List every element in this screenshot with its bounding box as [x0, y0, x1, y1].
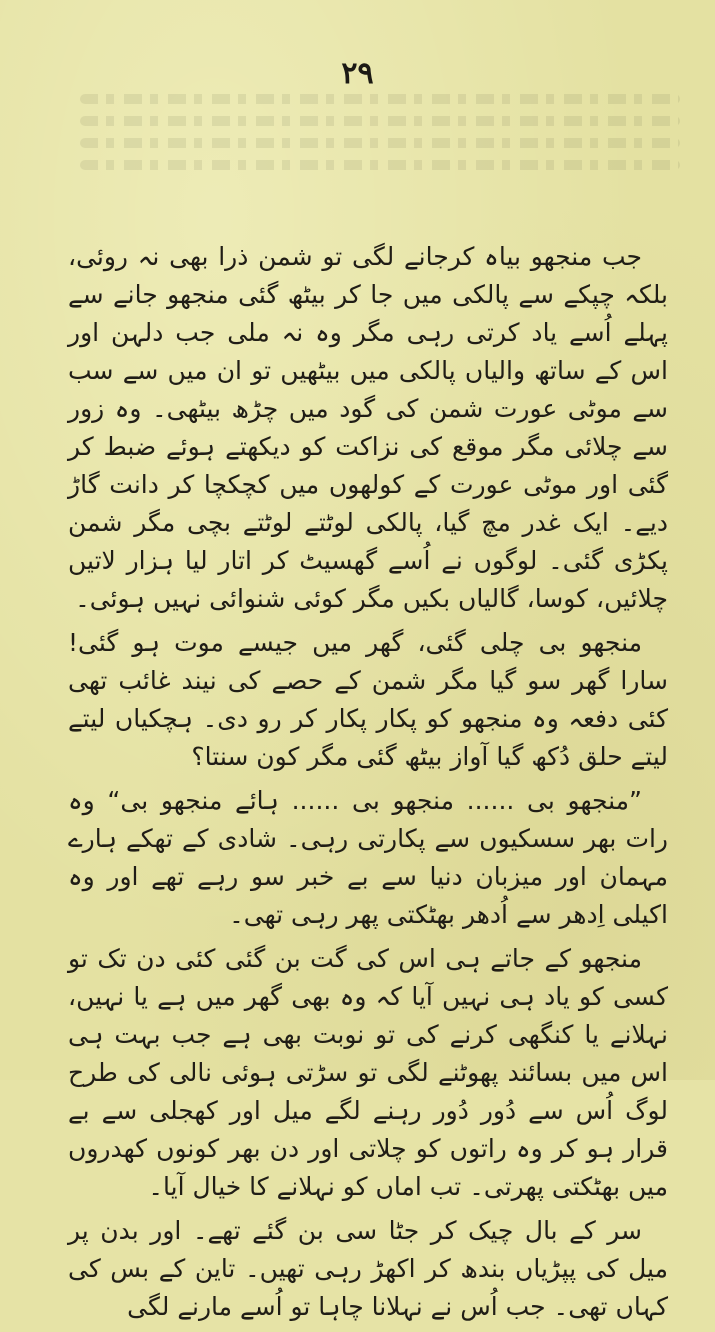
reverse-side-bleed	[80, 82, 680, 177]
bleed-line	[80, 116, 680, 126]
page-text	[68, 238, 668, 1332]
paragraph-5: سر کے بال چیک کر جٹا سی بن گئے تھے۔ اور بدن پر میل کی پپڑیاں بندھ کر اکھڑ رہی تھیں۔ تاین کے بس کی کہاں تھی۔ جب اُس نے نہلانا چاہا تو اُسے مارنے لگی	[68, 1216, 668, 1321]
paragraph-3: ”منجھو بی ...... منجھو بی ...... ہائے منجھو بی“ وہ رات بھر سسکیوں سے پکارتی رہی۔ شادی کے تھکے ہارے مہمان اور میزبان دنیا سے بے خبر سو رہے تھے اور وہ اکیلی اِدھر سے اُدھر بھٹکتی پھر رہی تھی۔	[68, 786, 668, 929]
paragraph-4: منجھو کے جاتے ہی اس کی گت بن گئی کئی دن تک تو کسی کو یاد ہی نہیں آیا کہ وہ بھی گھر میں ہے یا نہیں، نہلانے یا کنگھی کرنے کی تو نوبت بھی ہے جب بہت ہی اس میں بسائند پھوٹنے لگی تو سڑتی ہوئی نالی کی طرح لوگ اُس سے دُور دُور رہنے لگے میل اور کھجلی سے بے قرار ہو کر وہ راتوں کو چلاتی اور دن بھر کونوں کھدروں میں بھٹکتی پھرتی۔ تب اماں کو نہلانے کا خیال آیا۔	[68, 944, 668, 1201]
paragraph-1: جب منجھو بیاہ کرجانے لگی تو شمن ذرا بھی نہ روئی، بلکہ چپکے سے پالکی میں جا کر بیٹھ گئی منجھو جانے سے پہلے اُسے یاد کرتی رہی مگر وہ نہ ملی جب دلہن اور اس کے ساتھ والیاں پالکی میں بیٹھیں تو ان میں سے سب سے موٹی عورت شمن کی گود میں چڑھ بیٹھی۔ وہ زور سے چلائی مگر موقع کی نزاکت کو دیکھتے ہوئے ضبط کر گئی اور موٹی عورت کے کولھوں میں کچکچا کر دانت گاڑ دیے۔ ایک غدر مچ گیا، پالکی لوٹتے لوٹتے بچی مگر شمن پکڑی گئی۔ لوگوں نے اُسے گھسیٹ کر اتار لیا ہزار لاتیں چلائیں، کوسا، گالیاں بکیں مگر کوئی شنوائی نہیں ہوئی۔	[68, 242, 668, 613]
paragraph-2: منجھو بی چلی گئی، گھر میں جیسے موت ہو گئی! سارا گھر سو گیا مگر شمن کے حصے کی نیند غائب تھی کئی دفعہ وہ منجھو کو پکار پکار کر رو دی۔ ہچکیاں لیتے لیتے حلق دُکھ گیا آواز بیٹھ گئی مگر کون سنتا؟	[68, 628, 668, 771]
page-number: ۲۹	[341, 56, 374, 91]
bleed-line	[80, 94, 680, 104]
bleed-line	[80, 138, 680, 148]
bleed-line	[80, 160, 680, 170]
